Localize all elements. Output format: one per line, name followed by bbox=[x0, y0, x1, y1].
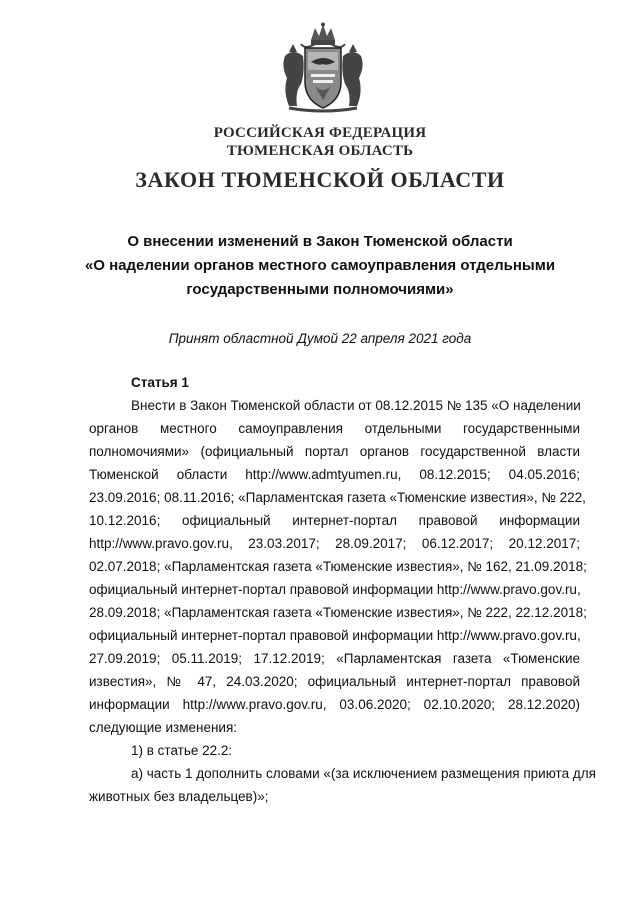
document-type-heading: ЗАКОН ТЮМЕНСКОЙ ОБЛАСТИ bbox=[135, 167, 505, 192]
text-line: Тюменской области http://www.admtyumen.ru, 08.12.2015; 04.05.2016; bbox=[89, 467, 580, 482]
text-line: полномочиями» (официальный портал органов государственной власти bbox=[89, 444, 580, 459]
adoption-note: Принят областной Думой 22 апреля 2021 года bbox=[168, 331, 472, 346]
text-line: а) часть 1 дополнить словами «(за исключением размещения приюта для bbox=[131, 766, 596, 781]
text-line: Внести в Закон Тюменской области от 08.12.2015 № 135 «О наделении bbox=[131, 398, 581, 413]
article-heading: Статья 1 bbox=[131, 375, 189, 390]
text-line: 10.12.2016; официальный интернет-портал правовой информации bbox=[89, 513, 580, 528]
header-region: ТЮМЕНСКАЯ ОБЛАСТЬ bbox=[226, 143, 414, 159]
law-title-line: «О наделении органов местного самоуправления отдельными bbox=[84, 257, 556, 274]
text-line: известия», № 47, 24.03.2020; официальный интернет-портал правовой bbox=[89, 674, 580, 689]
text-line: официальный интернет-портал правовой информации http://www.pravo.gov.ru, bbox=[89, 628, 581, 643]
text-line: информации http://www.pravo.gov.ru, 03.06.2020; 02.10.2020; 28.12.2020) bbox=[89, 697, 580, 712]
article-body bbox=[89, 372, 596, 808]
text-line: следующие изменения: bbox=[89, 720, 238, 735]
text-line: официальный интернет-портал правовой информации http://www.pravo.gov.ru, bbox=[89, 582, 581, 597]
text-line: животных без владельцев)»; bbox=[89, 789, 269, 804]
text-line: 1) в статье 22.2: bbox=[131, 743, 233, 758]
law-title-line: О внесении изменений в Закон Тюменской области bbox=[127, 233, 513, 250]
text-line: органов местного самоуправления отдельными государственными bbox=[89, 421, 580, 436]
text-line: 28.09.2018; «Парламентская газета «Тюменские известия», № 222, 22.12.2018; bbox=[89, 605, 587, 620]
header-country: РОССИЙСКАЯ ФЕДЕРАЦИЯ bbox=[213, 125, 427, 141]
text-line: http://www.pravo.gov.ru, 23.03.2017; 28.09.2017; 06.12.2017; 20.12.2017; bbox=[89, 536, 580, 551]
coat-of-arms-emblem bbox=[275, 22, 371, 114]
text-line: 27.09.2019; 05.11.2019; 17.12.2019; «Парламентская газета «Тюменские bbox=[89, 651, 580, 666]
text-line: 23.09.2016; 08.11.2016; «Парламентская газета «Тюменские известия», № 222, bbox=[89, 490, 586, 505]
law-title bbox=[80, 230, 560, 302]
text-line: 02.07.2018; «Парламентская газета «Тюменские известия», № 162, 21.09.2018; bbox=[89, 559, 587, 574]
law-title-line: государственными полномочиями» bbox=[186, 281, 454, 298]
